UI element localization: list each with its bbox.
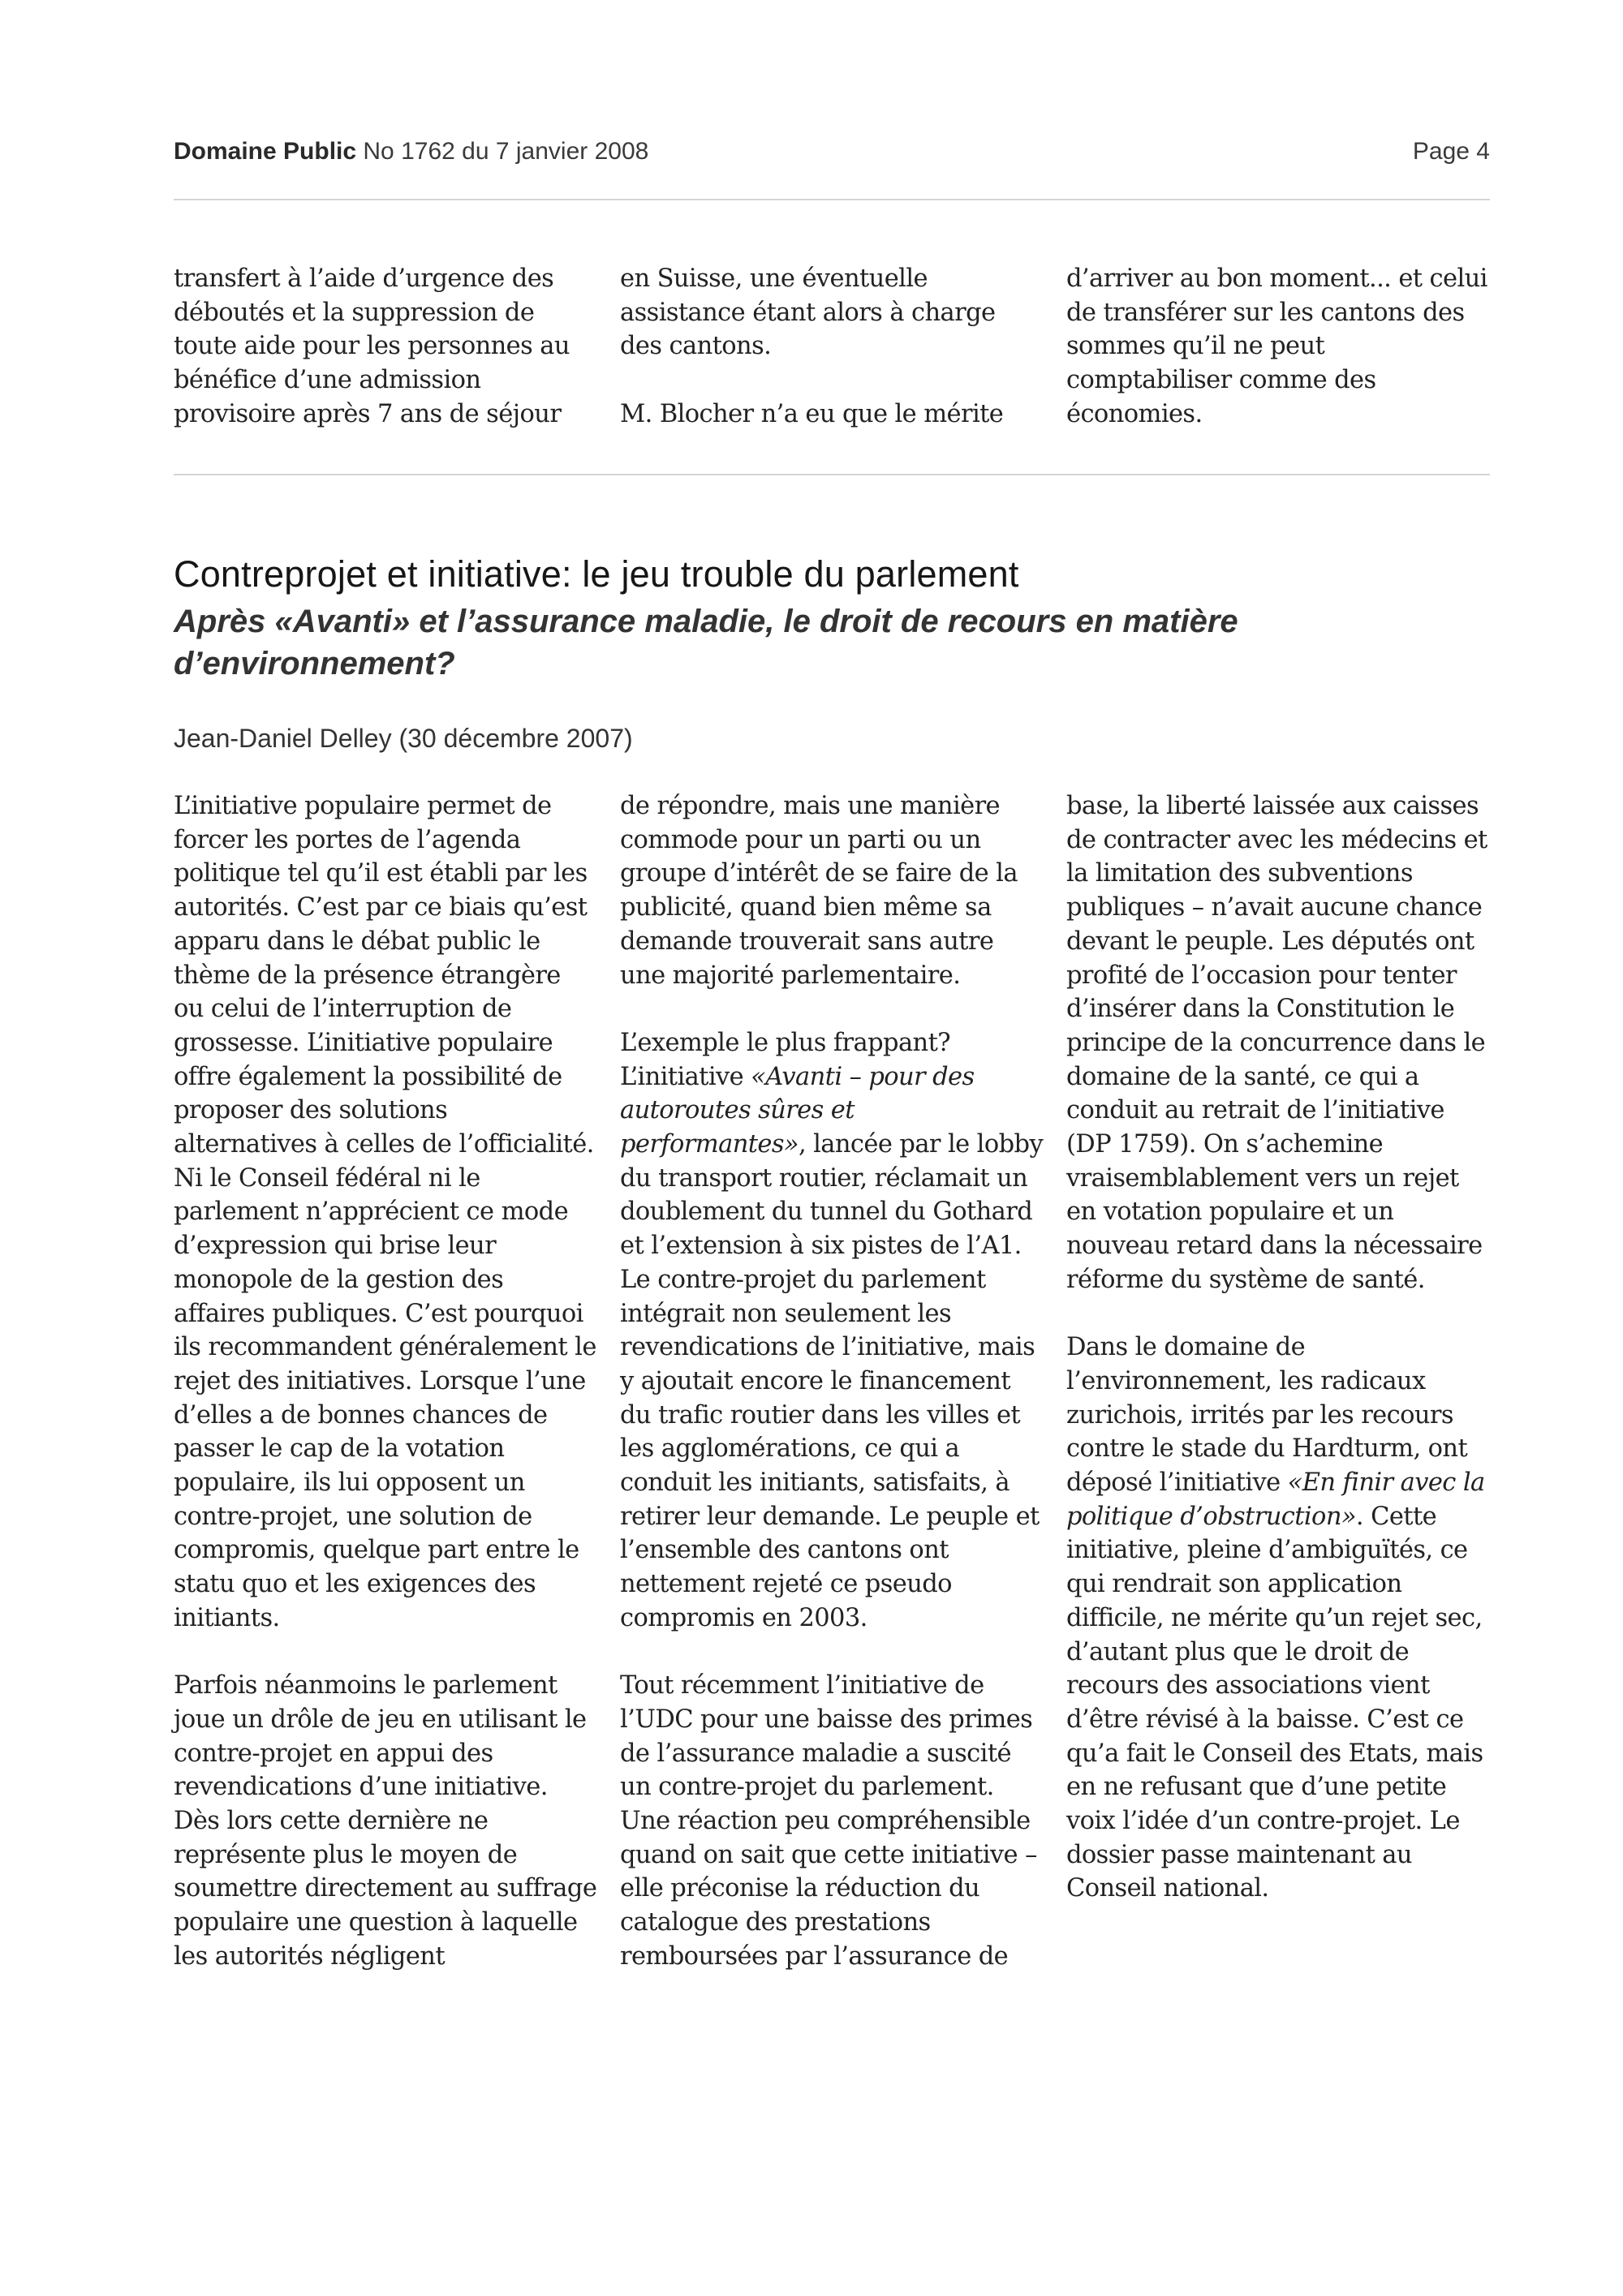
text-run: L’exemple le plus frappant? L’initiative	[620, 1028, 950, 1091]
page-number: Page 4	[1412, 138, 1490, 165]
publication-name: Domaine Public	[174, 138, 357, 165]
prev-column-3	[1066, 262, 1490, 432]
article-subtitle: Après «Avanti» et l’assurance maladie, le droit de recours en matière d’environnement?	[174, 604, 1238, 681]
article-byline: Jean-Daniel Delley (30 décembre 2007)	[174, 724, 633, 753]
paragraph: de répondre, mais une manière commode pour un parti ou un groupe d’intérêt de se faire de la publicité, quand bien même sa demande trouverait sans autre une majorité parlementaire.	[620, 792, 1018, 990]
article-column-2	[620, 789, 1044, 1974]
initiative-name: «En finir avec la politique d’obstruction»	[1066, 1468, 1485, 1531]
paragraph: base, la liberté laissée aux caisses de contracter avec les médecins et la limitation des subventions publiques – n’avait aucune chance devant le peuple. Les députés ont profité de l’occasion pour tenter d’insérer dans la Constitution le principe de la concurrence dans le domaine de la santé, ce qui a conduit au retrait de l’initiative (DP 1759). On s’achemine vraisemblablement vers un rejet en votation populaire et un nouveau retard dans la nécessaire réforme du système de santé.	[1066, 792, 1487, 1294]
previous-article-columns	[174, 262, 1490, 432]
document-page	[174, 0, 1490, 2296]
paragraph: Parfois néanmoins le parlement joue un drôle de jeu en utilisant le contre-projet en appui des revendications d’une initiative. Dès lors cette dernière ne représente plus le moyen de soumettre directement au suffrage populaire une question à laquelle les autorités négligent	[174, 1671, 597, 1971]
page-header	[174, 134, 1490, 170]
text-run: , lancée par le lobby du transport routier, réclamait un doublement du tunnel du Gothard et l’extension à six pistes de l’A1. Le contre-projet du parlement intégrait non seulement les revendications de l’initiative, mais y ajoutait encore le financement du trafic routier dans les villes et les agglomérations, ce qui a conduit les initiants, satisfaits, à retirer leur demande. Le peuple et l’ensemble des cantons ont nettement rejeté ce pseudo compromis en 2003.	[620, 1130, 1044, 1632]
article-title: Contreprojet et initiative: le jeu trouble du parlement	[174, 553, 1019, 595]
paragraph: L’initiative populaire permet de forcer les portes de l’agenda politique tel qu’il est établi par les autorités. C’est par ce biais qu’est apparu dans le débat public le thème de la présence étrangère ou celui de l’interruption de grossesse. L’initiative populaire offre également la possibilité de proposer des solutions alternatives à celles de l’officialité. Ni le Conseil fédéral ni le parlement n’apprécient ce mode d’expression qui brise leur monopole de la gestion des affaires publiques. C’est pourquoi ils recommandent généralement le rejet des initiatives. Lorsque l’une d’elles a de bonnes chances de passer le cap de la votation populaire, ils lui opposent un contre-projet, une solution de compromis, quelque part entre le statu quo et les exigences des initiants.	[174, 792, 596, 1632]
paragraph	[620, 1026, 1044, 1636]
article-columns	[174, 789, 1490, 1974]
paragraph: d’arriver au bon moment... et celui de transférer sur les cantons des sommes qu’il ne peut comptabiliser comme des économies.	[1066, 264, 1487, 428]
paragraph	[1066, 1331, 1490, 1906]
prev-column-1	[174, 262, 597, 432]
paragraph: Tout récemment l’initiative de l’UDC pour une baisse des primes de l’assurance maladie a suscité un contre-projet du parlement. Une réaction peu compréhensible quand on sait que cette initiative – elle préconise la réduction du catalogue des prestations remboursées par l’assurance de	[620, 1671, 1037, 1971]
prev-column-2	[620, 262, 1044, 432]
header-divider	[174, 199, 1490, 200]
initiative-name: «Avanti – pour des autoroutes sûres et performantes»	[620, 1062, 975, 1159]
paragraph: transfert à l’aide d’urgence des déboutés et la suppression de toute aide pour les personnes au bénéfice d’une admission provisoire après 7 ans de séjour	[174, 264, 570, 428]
issue-info: No 1762 du 7 janvier 2008	[363, 138, 649, 165]
paragraph: en Suisse, une éventuelle assistance étant alors à charge des cantons.	[620, 264, 996, 361]
article-column-3	[1066, 789, 1490, 1974]
article-divider	[174, 474, 1490, 475]
article-column-1	[174, 789, 597, 1974]
text-run: . Cette initiative, pleine d’ambiguïtés, ce qui rendrait son application difficile, ne mérite qu’un rejet sec, d’autant plus que le droit de recours des associations vient d’être révisé à la baisse. C’est ce qu’a fait le Conseil des Etats, mais en ne refusant que d’une petite voix l’idée d’un contre-projet. Le dossier passe maintenant au Conseil national.	[1066, 1502, 1483, 1903]
paragraph: M. Blocher n’a eu que le mérite	[620, 399, 1004, 428]
text-run: Dans le domaine de l’environnement, les radicaux zurichois, irrités par les recours contre le stade du Hardturm, ont déposé l’initiative	[1066, 1333, 1468, 1498]
